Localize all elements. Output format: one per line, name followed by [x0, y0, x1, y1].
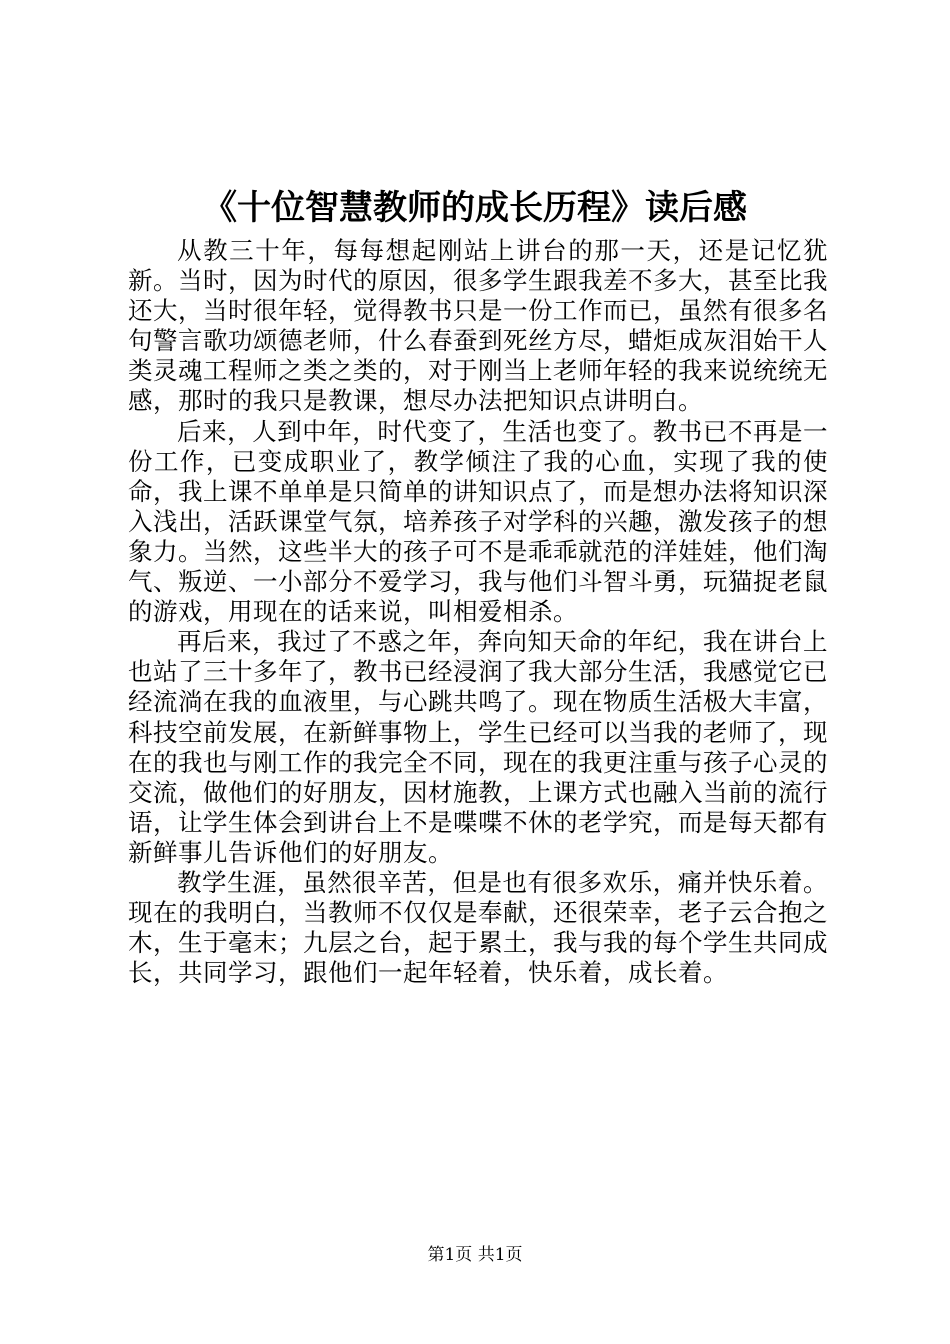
- paragraph-2: 后来，人到中年，时代变了，生活也变了。教书已不再是一份工作，已变成职业了，教学倾注了我的心血，实现了我的使命，我上课不单单是只简单的讲知识点了，而是想办法将知识深入浅出，活跃课堂气氛，培养孩子对学科的兴趣，激发孩子的想象力。当然，这些半大的孩子可不是乖乖就范的洋娃娃，他们淘气、叛逆、一小部分不爱学习，我与他们斗智斗勇，玩猫捉老鼠的游戏，用现在的话来说，叫相爱相杀。: [128, 416, 828, 627]
- paragraph-3: 再后来，我过了不惑之年，奔向知天命的年纪，我在讲台上也站了三十多年了，教书已经浸润了我大部分生活，我感觉它已经流淌在我的血液里，与心跳共鸣了。现在物质生活极大丰富，科技空前发展，在新鲜事物上，学生已经可以当我的老师了，现在的我也与刚工作的我完全不同，现在的我更注重与孩子心灵的交流，做他们的好朋友，因材施教，上课方式也融入当前的流行语，让学生体会到讲台上不是喋喋不休的老学究，而是每天都有新鲜事儿告诉他们的好朋友。: [128, 627, 828, 867]
- page-footer: 第1页 共1页: [427, 1245, 523, 1265]
- body-text: [128, 236, 828, 988]
- page-title: 《十位智慧教师的成长历程》读后感: [203, 188, 747, 228]
- paragraph-4: 教学生涯，虽然很辛苦，但是也有很多欢乐，痛并快乐着。现在的我明白，当教师不仅仅是奉献，还很荣幸，老子云合抱之木，生于毫末；九层之台，起于累土，我与我的每个学生共同成长，共同学习，跟他们一起年轻着，快乐着，成长着。: [128, 867, 828, 988]
- paragraph-1: 从教三十年，每每想起刚站上讲台的那一天，还是记忆犹新。当时，因为时代的原因，很多学生跟我差不多大，甚至比我还大，当时很年轻，觉得教书只是一份工作而已，虽然有很多名句警言歌功颂德老师，什么春蚕到死丝方尽，蜡炬成灰泪始干人类灵魂工程师之类之类的，对于刚当上老师年轻的我来说统统无感，那时的我只是教课，想尽办法把知识点讲明白。: [128, 236, 828, 416]
